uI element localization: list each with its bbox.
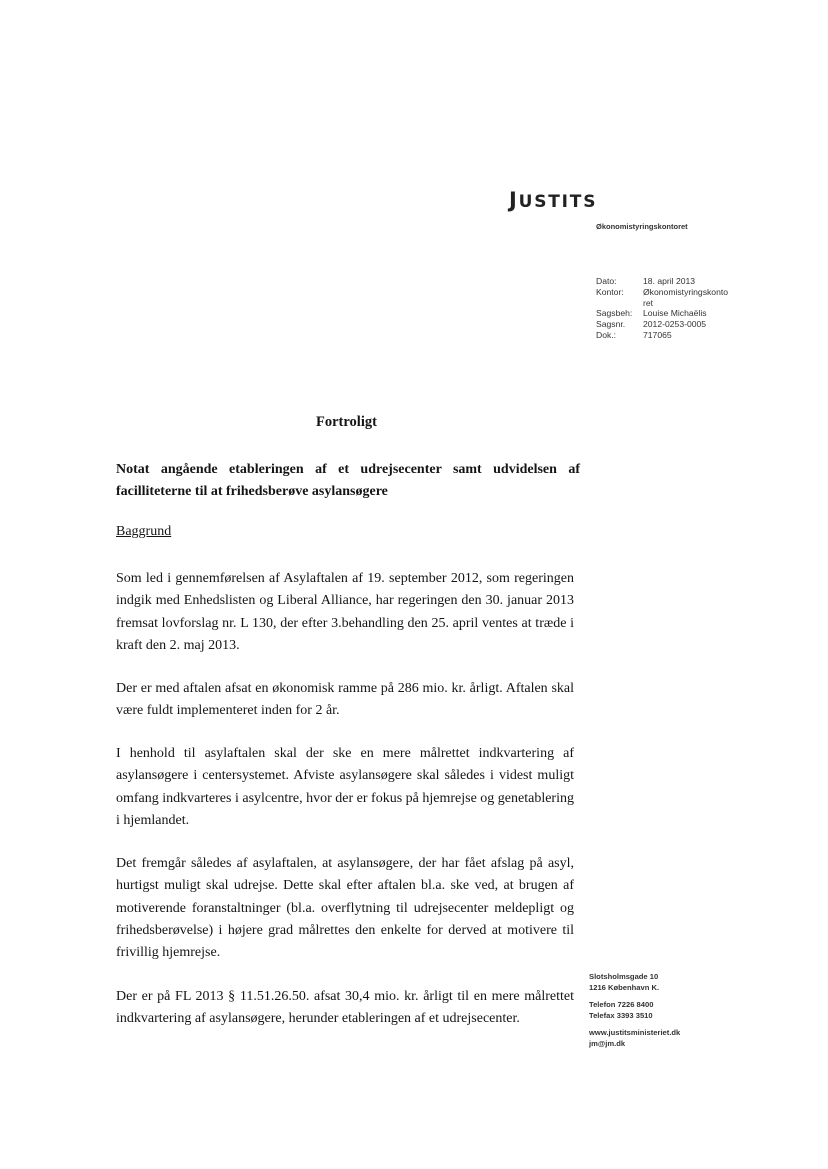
ministry-logo (509, 188, 597, 212)
document-title: Notat angående etableringen af et udrejsecenter samt udvidelsen af facilliteterne til at frihedsberøve asylansøgere (116, 462, 580, 499)
email-link[interactable]: jm@jm.dk (589, 1038, 626, 1048)
phone-number: Telefon 7226 8400 (589, 1000, 654, 1009)
footer-contact (589, 972, 680, 1056)
meta-label: Kontor: (596, 286, 624, 297)
footer-phone-block (589, 1000, 680, 1021)
address-line: 1216 København K. (589, 982, 660, 992)
meta-value: Louise Michaëlis (643, 308, 707, 319)
meta-label: Dok.: (596, 329, 617, 340)
meta-value: 717065 (643, 329, 672, 340)
meta-row-document (596, 330, 728, 341)
office-name: Økonomistyringskontoret (596, 222, 688, 231)
paragraph: I henhold til asylaftalen skal der ske en mere målrettet indkvartering af asylansøgere i centersystemet. Afviste asylansøgere skal således i videst muligt omfang indkvarteres i asylcentre, hvor der er fokus på hjemrejse og genetablering i hjemlandet. (116, 746, 574, 828)
section-heading: Baggrund (116, 524, 172, 539)
logo-initial: J (509, 188, 519, 212)
meta-row-office (596, 287, 728, 309)
meta-value: 18. april 2013 (643, 276, 696, 286)
website-link[interactable]: www.justitsministeriet.dk (589, 1028, 681, 1037)
meta-label: Dato: (596, 276, 617, 286)
meta-label: Sagsbeh: (596, 308, 633, 319)
meta-value: Økonomistyringskonto ret (643, 286, 729, 308)
meta-row-case-number (596, 319, 728, 330)
meta-table (596, 276, 728, 341)
fax-number: Telefax 3393 3510 (589, 1010, 653, 1020)
classification-heading: Fortroligt (316, 414, 377, 430)
meta-value: 2012-0253-0005 (643, 319, 707, 330)
footer-address (589, 972, 680, 993)
logo-rest: USTITS (518, 192, 598, 212)
paragraph: Der er på FL 2013 § 11.51.26.50. afsat 30,4 mio. kr. årligt til en mere målrettet indkvartering af asylansøgere, herunder etableringen af et udrejsecenter. (116, 989, 574, 1027)
meta-label: Sagsnr. (596, 319, 626, 330)
address-line: Slotsholmsgade 10 (589, 972, 659, 981)
meta-row-date (596, 276, 728, 287)
footer-web-block (589, 1028, 680, 1049)
paragraph: Der er med aftalen afsat en økonomisk ramme på 286 mio. kr. årligt. Aftalen skal være fuldt implementeret inden for 2 år. (116, 681, 574, 719)
paragraph: Det fremgår således af asylaftalen, at asylansøgere, der har fået afslag på asyl, hurtigst muligt skal udrejse. Dette skal efter aftalen bl.a. ske ved, at brugen af motiverende foranstaltninger (bl.a. overflytning til udrejsecenter meldepligt og frihedsberøvelse) i højere grad målrettes den enkelte for derved at motivere til frivillig hjemrejse. (116, 856, 574, 961)
paragraph: Som led i gennemførelsen af Asylaftalen af 19. september 2012, som regeringen indgik med Enhedslisten og Liberal Alliance, har regeringen den 30. januar 2013 fremsat lovforslag nr. L 130, der efter 3.behandling den 25. april ventes at træde i kraft den 2. maj 2013. (116, 571, 574, 653)
meta-row-caseworker (596, 308, 728, 319)
